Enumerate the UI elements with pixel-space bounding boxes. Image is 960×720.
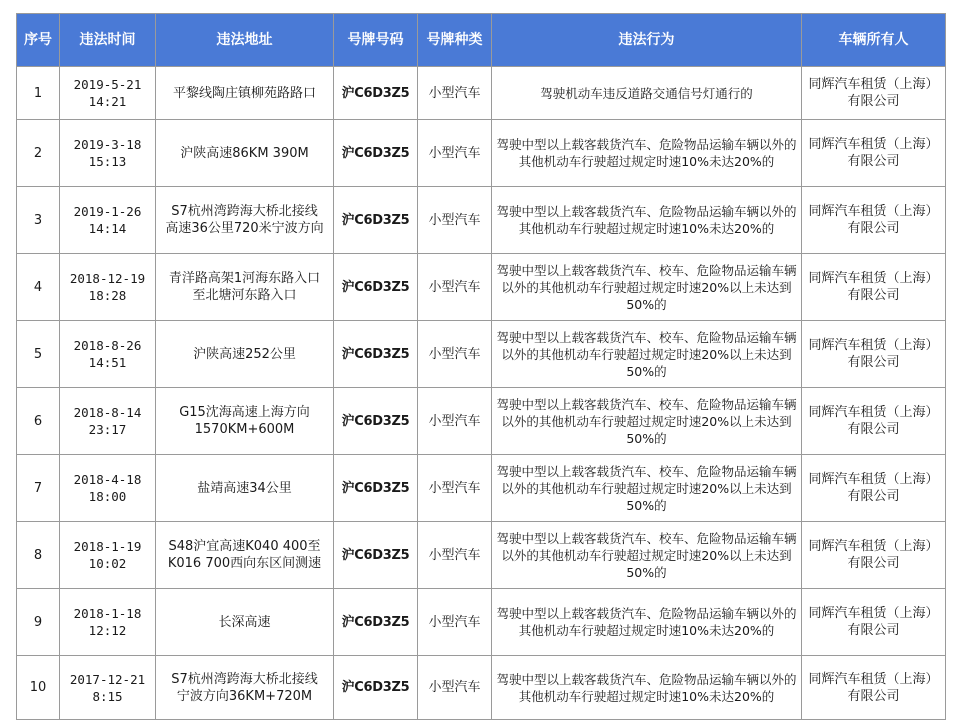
row-address [156, 254, 334, 321]
row-clock: 15:13 [88, 154, 127, 169]
row-time [60, 321, 156, 388]
table-row [17, 522, 946, 589]
row-address [156, 187, 334, 254]
row-owner: 同辉汽车租赁（上海）有限公司 [802, 656, 946, 720]
row-plate-type: 小型汽车 [418, 321, 492, 388]
row-clock: 18:28 [88, 288, 127, 303]
row-plate: 沪C6D3Z5 [334, 187, 418, 254]
row-address [156, 589, 334, 656]
row-clock: 14:21 [88, 94, 127, 109]
row-clock: 10:02 [88, 556, 127, 571]
row-address [156, 120, 334, 187]
header-address: 违法地址 [156, 14, 334, 67]
row-time [60, 455, 156, 522]
row-time [60, 388, 156, 455]
violation-table [16, 13, 946, 720]
row-address-line1: 长深高速 [218, 614, 271, 630]
row-owner: 同辉汽车租赁（上海）有限公司 [802, 522, 946, 589]
row-violation: 驾驶中型以上载客载货汽车、校车、危险物品运输车辆以外的其他机动车行驶超过规定时速20%以上未达到50%的 [492, 321, 802, 388]
row-clock: 18:00 [88, 489, 127, 504]
header-plate-type: 号牌种类 [418, 14, 492, 67]
row-plate-type: 小型汽车 [418, 388, 492, 455]
row-violation: 驾驶中型以上载客载货汽车、危险物品运输车辆以外的其他机动车行驶超过规定时速10%未达20%的 [492, 187, 802, 254]
row-clock: 8:15 [92, 688, 123, 704]
row-address-line1: 盐靖高速34公里 [197, 480, 292, 496]
row-owner: 同辉汽车租赁（上海）有限公司 [802, 589, 946, 656]
row-plate-type: 小型汽车 [418, 67, 492, 120]
row-address-line2: K016 700西向东区间测速 [167, 556, 322, 571]
table-row [17, 67, 946, 120]
row-time [60, 120, 156, 187]
header-row [17, 14, 946, 67]
row-date: 2019-3-18 [73, 137, 142, 152]
row-address-line1: 沪陕高速86KM 390M [180, 145, 309, 161]
row-violation: 驾驶机动车违反道路交通信号灯通行的 [492, 67, 802, 120]
header-violation: 违法行为 [492, 14, 802, 67]
row-date: 2019-5-21 [73, 77, 142, 92]
row-date: 2018-8-26 [73, 338, 142, 353]
row-plate-type: 小型汽车 [418, 254, 492, 321]
row-plate: 沪C6D3Z5 [334, 120, 418, 187]
row-address-line1: G15沈海高速上海方向 [179, 405, 310, 420]
row-address-line2: 宁波方向36KM+720M [176, 688, 313, 704]
row-address [156, 388, 334, 455]
header-time: 违法时间 [60, 14, 156, 67]
table-row [17, 120, 946, 187]
header-owner: 车辆所有人 [802, 14, 946, 67]
row-plate-type: 小型汽车 [418, 455, 492, 522]
row-owner: 同辉汽车租赁（上海）有限公司 [802, 388, 946, 455]
row-violation: 驾驶中型以上载客载货汽车、危险物品运输车辆以外的其他机动车行驶超过规定时速10%未达20%的 [492, 589, 802, 656]
row-address [156, 321, 334, 388]
row-clock: 12:12 [88, 623, 127, 638]
row-violation: 驾驶中型以上载客载货汽车、校车、危险物品运输车辆以外的其他机动车行驶超过规定时速20%以上未达到50%的 [492, 254, 802, 321]
row-plate: 沪C6D3Z5 [334, 254, 418, 321]
row-index: 1 [17, 67, 60, 120]
row-index: 3 [17, 187, 60, 254]
row-date: 2018-8-14 [73, 405, 142, 420]
row-owner: 同辉汽车租赁（上海）有限公司 [802, 67, 946, 120]
row-plate: 沪C6D3Z5 [334, 522, 418, 589]
row-clock: 14:14 [88, 221, 127, 236]
row-violation: 驾驶中型以上载客载货汽车、校车、危险物品运输车辆以外的其他机动车行驶超过规定时速20%以上未达到50%的 [492, 522, 802, 589]
row-owner: 同辉汽车租赁（上海）有限公司 [802, 187, 946, 254]
row-address [156, 522, 334, 589]
row-violation: 驾驶中型以上载客载货汽车、校车、危险物品运输车辆以外的其他机动车行驶超过规定时速20%以上未达到50%的 [492, 388, 802, 455]
row-plate: 沪C6D3Z5 [334, 388, 418, 455]
table-row [17, 388, 946, 455]
row-date: 2017-12-21 [69, 671, 146, 687]
row-violation: 驾驶中型以上载客载货汽车、危险物品运输车辆以外的其他机动车行驶超过规定时速10%未达20%的 [492, 656, 802, 720]
row-plate: 沪C6D3Z5 [334, 321, 418, 388]
row-violation: 驾驶中型以上载客载货汽车、校车、危险物品运输车辆以外的其他机动车行驶超过规定时速20%以上未达到50%的 [492, 455, 802, 522]
row-address-line2: 高速36公里720米宁波方向 [165, 221, 324, 236]
table-row [17, 656, 946, 720]
row-index: 5 [17, 321, 60, 388]
row-index: 6 [17, 388, 60, 455]
table-row [17, 254, 946, 321]
row-plate-type: 小型汽车 [418, 656, 492, 720]
row-time [60, 67, 156, 120]
row-clock: 14:51 [88, 355, 127, 370]
row-time [60, 187, 156, 254]
row-address-line1: 平黎线陶庄镇柳苑路路口 [172, 85, 316, 101]
row-clock: 23:17 [88, 422, 127, 437]
row-date: 2018-1-18 [73, 606, 142, 621]
row-index: 10 [17, 656, 60, 720]
row-address [156, 656, 334, 720]
row-plate-type: 小型汽车 [418, 522, 492, 589]
row-owner: 同辉汽车租赁（上海）有限公司 [802, 455, 946, 522]
row-address-line1: 沪陕高速252公里 [193, 346, 296, 362]
row-owner: 同辉汽车租赁（上海）有限公司 [802, 321, 946, 388]
row-index: 9 [17, 589, 60, 656]
row-address [156, 455, 334, 522]
row-owner: 同辉汽车租赁（上海）有限公司 [802, 120, 946, 187]
table-row [17, 187, 946, 254]
row-address [156, 67, 334, 120]
row-plate: 沪C6D3Z5 [334, 656, 418, 720]
row-index: 7 [17, 455, 60, 522]
row-time [60, 656, 156, 720]
row-plate-type: 小型汽车 [418, 589, 492, 656]
row-address-line1: S48沪宜高速K040 400至 [168, 539, 321, 554]
row-plate: 沪C6D3Z5 [334, 455, 418, 522]
row-time [60, 589, 156, 656]
row-plate: 沪C6D3Z5 [334, 67, 418, 120]
row-plate-type: 小型汽车 [418, 187, 492, 254]
row-date: 2018-12-19 [69, 271, 146, 286]
row-plate-type: 小型汽车 [418, 120, 492, 187]
row-address-line1: 青洋路高架1河海东路入口 [168, 271, 321, 286]
row-address-line1: S7杭州湾跨海大桥北接线 [171, 671, 318, 687]
row-address-line2: 至北塘河东路入口 [192, 288, 297, 303]
row-owner: 同辉汽车租赁（上海）有限公司 [802, 254, 946, 321]
row-date: 2018-4-18 [73, 472, 142, 487]
row-time [60, 254, 156, 321]
table-row [17, 455, 946, 522]
header-index: 序号 [17, 14, 60, 67]
row-date: 2019-1-26 [73, 204, 142, 219]
table-row [17, 321, 946, 388]
row-date: 2018-1-19 [73, 539, 142, 554]
row-index: 4 [17, 254, 60, 321]
row-plate: 沪C6D3Z5 [334, 589, 418, 656]
row-address-line1: S7杭州湾跨海大桥北接线 [171, 204, 318, 219]
row-index: 2 [17, 120, 60, 187]
table-row [17, 589, 946, 656]
row-violation: 驾驶中型以上载客载货汽车、危险物品运输车辆以外的其他机动车行驶超过规定时速10%未达20%的 [492, 120, 802, 187]
header-plate-number: 号牌号码 [334, 14, 418, 67]
row-index: 8 [17, 522, 60, 589]
row-time [60, 522, 156, 589]
row-address-line2: 1570KM+600M [194, 422, 295, 437]
